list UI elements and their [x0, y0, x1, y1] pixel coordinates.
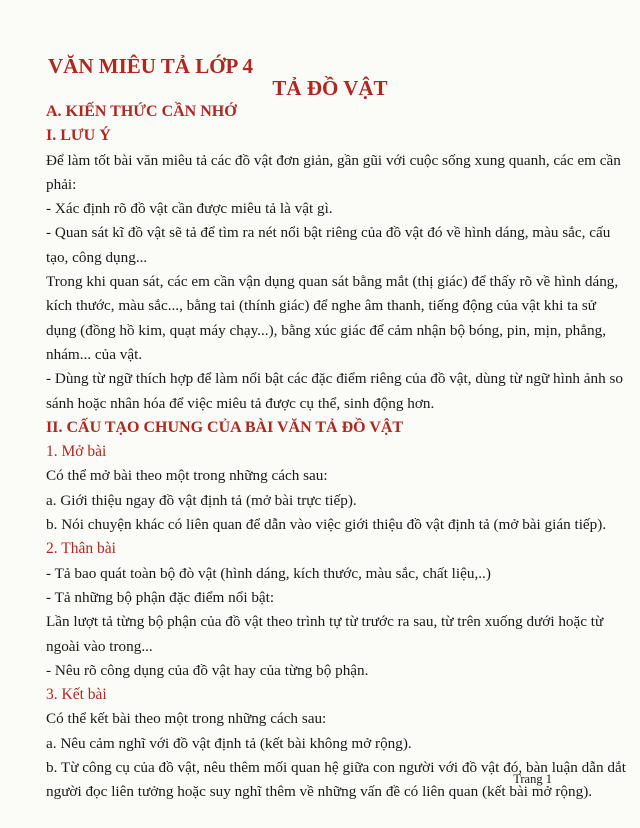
bullet-observe: - Quan sát kĩ đồ vật sẽ tả để tìm ra nét nổi bật riêng của đồ vật đó về hình dáng, màu sắc, cấu tạo, công dụng... [46, 224, 611, 266]
section-1-heading: I. LƯU Ý [46, 127, 111, 145]
document-title: VĂN MIÊU TẢ LỚP 4 [48, 54, 253, 78]
mo-bai-option-b: b. Nói chuyện khác có liên quan để dẫn vào việc giới thiệu đồ vật định tả (mở bài gián tiếp). [46, 516, 607, 534]
paragraph-intro: Để làm tốt bài văn miêu tả các đồ vật đơn giản, gần gũi với cuộc sống xung quanh, các em cần phải: [46, 151, 621, 193]
section-a-heading: A. KIẾN THỨC CẦN NHỚ [46, 103, 237, 120]
than-bai-line-2: - Tả những bộ phận đặc điểm nổi bật: [46, 588, 275, 606]
bullet-words: - Dùng từ ngữ thích hợp để làm nổi bật các đặc điểm riêng của đồ vật, dùng từ ngữ hình ảnh so sánh hoặc nhân hóa để việc miêu tả được cụ thể, sinh động hơn. [46, 370, 624, 412]
ket-bai-intro: Có thể kết bài theo một trong những cách sau: [46, 710, 327, 728]
bullet-identify: - Xác định rõ đồ vật cần được miêu tả là vật gì. [46, 200, 333, 218]
document-subtitle: TẢ ĐỒ VẬT [272, 76, 388, 100]
mo-bai-option-a: a. Giới thiệu ngay đồ vật định tả (mở bài trực tiếp). [46, 491, 357, 509]
than-bai-heading: 2. Thân bài [46, 540, 116, 558]
section-2-heading: II. CẤU TẠO CHUNG CỦA BÀI VĂN TẢ ĐỒ VẬT [46, 418, 404, 436]
ket-bai-heading: 3. Kết bài [46, 686, 107, 704]
ket-bai-option-a: a. Nêu cảm nghĩ với đồ vật định tả (kết bài không mở rộng). [46, 734, 412, 752]
paragraph-senses: Trong khi quan sát, các em cần vận dụng quan sát bằng mắt (thị giác) để thấy rõ về hình dáng, kích thước, màu sắc..., bằng tai (thính giác) để nghe âm thanh, tiếng động của vật khi ta sử dụng (đồng hồ kim, quạt máy chạy...), bằng xúc giác để cảm nhận bộ bóng, pin, mịn, phẳng, nhám... của vật. [46, 273, 619, 363]
than-bai-line-1: - Tả bao quát toàn bộ đò vật (hình dáng, kích thước, màu sắc, chất liệu,..) [46, 564, 491, 582]
mo-bai-heading: 1. Mở bài [46, 443, 107, 461]
than-bai-line-4: - Nêu rõ công dụng của đồ vật hay của từng bộ phận. [46, 661, 369, 679]
ket-bai-option-b: b. Từ công cụ của đồ vật, nêu thêm mối quan hệ giữa con người với đồ vật đó, bàn luận dẫn dắt người đọc liên tưởng hoặc suy nghĩ thêm về những vấn đề có liên quan (kết bài mở rộng). [46, 759, 626, 801]
mo-bai-intro: Có thể mở bài theo một trong những cách sau: [46, 467, 328, 485]
page-number: Trang 1 [513, 772, 552, 786]
than-bai-line-3: Lần lượt tả từng bộ phận của đồ vật theo trình tự từ trước ra sau, từ trên xuống dưới hoặc từ ngoài vào trong... [46, 613, 604, 655]
document-body [46, 100, 628, 805]
